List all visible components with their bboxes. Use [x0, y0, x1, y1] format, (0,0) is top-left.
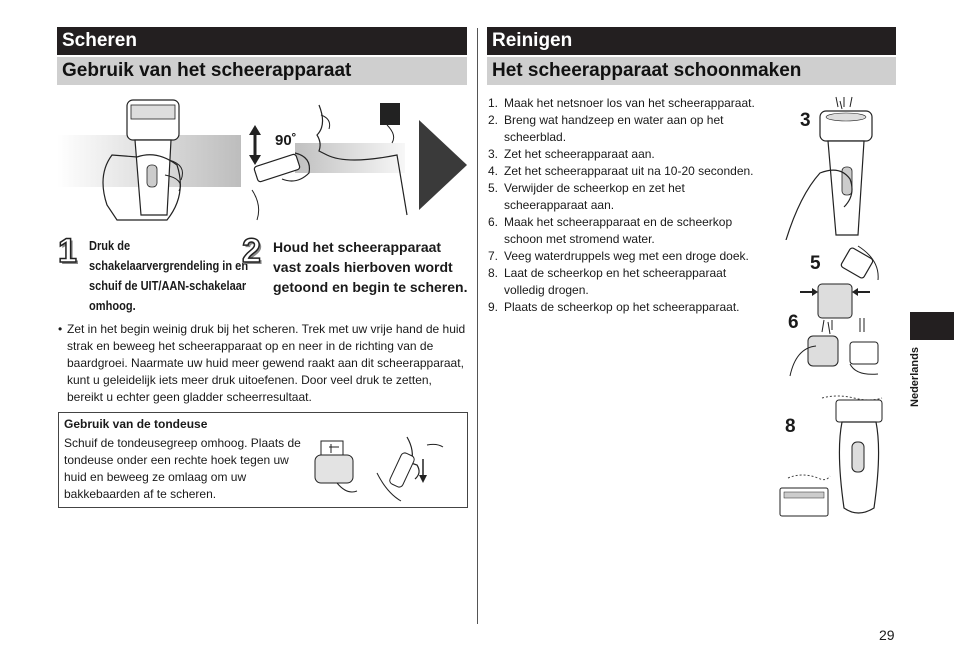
rinse-water-icon [790, 318, 878, 376]
section-title-reinigen: Reinigen [487, 27, 896, 55]
figure-3-illustration [780, 95, 890, 240]
shaver-soap-icon [786, 97, 872, 240]
trimmer-text: Schuif de tondeusegreep omhoog. Plaats de tondeuse onder een rechte hoek tegen uw huid en beweeg ze omlaag om uw bakkebaarden af te scheren. [64, 436, 301, 501]
trimmer-info-box [58, 412, 468, 508]
language-tab-label: Nederlands [909, 347, 921, 407]
list-item: 6. Maak het scheerapparaat en de scheerkop schoon met stromend water. [488, 215, 733, 246]
angle-label: 90˚ [275, 132, 297, 149]
figure-8-illustration [778, 392, 890, 522]
figure-label-5: 5 [810, 253, 821, 274]
figure-6-illustration [786, 318, 891, 380]
remove-head-icon [800, 246, 878, 318]
figure-label-3: 3 [800, 110, 811, 131]
list-item: 4. Zet het scheerapparaat uit na 10-20 seconden. [488, 164, 754, 178]
subsection-title-schoonmaken: Het scheerapparaat schoonmaken [487, 57, 896, 85]
list-item: 3. Zet het scheerapparaat aan. [488, 147, 655, 161]
list-item: 5. Verwijder de scheerkop en zet het scheerapparaat aan. [488, 181, 685, 212]
language-tab-label-wrapper [880, 347, 950, 407]
figure-5-illustration [800, 240, 885, 330]
step-2-text: Houd het scheerapparaat vast zoals hierboven wordt getoond en begin te scheren. [273, 239, 468, 295]
column-divider [477, 28, 478, 624]
page-number: 29 [879, 627, 895, 643]
list-item: 2. Breng wat handzeep en water aan op het scheerblad. [488, 113, 724, 144]
trimmer-title: Gebruik van de tondeuse [64, 417, 208, 431]
shaving-tip-text: Zet in het begin weinig druk bij het scheren. Trek met uw vrije hand de huid strak en beweeg het scheerapparaat op en neer in de richting van de baardgroei. Naarmate uw huid meer gewend raakt aan dit scheerapparaat, kunt u geleidelijk iets meer druk uitoefenen. Door veel druk te zetten, bereikt u echter geen gladder scheerresultaat. [67, 322, 466, 404]
language-tab-marker [910, 312, 954, 340]
figure-label-8: 8 [785, 416, 796, 437]
list-item: 8. Laat de scheerkop en het scheerapparaat volledig drogen. [488, 266, 727, 297]
step-number-2: 2 [242, 232, 261, 270]
dry-shaver-icon [780, 396, 882, 516]
shaving-illustration [57, 95, 469, 225]
cleaning-steps-list [488, 95, 768, 316]
bullet-marker: • [58, 322, 63, 336]
trimmer-illustration [307, 433, 467, 505]
next-arrow-icon [419, 120, 467, 210]
step-1-text: Druk de schakelaarvergrendeling in en schuif de UIT/AAN-schakelaar omhoog. [89, 238, 249, 313]
list-item: 9. Plaats de scheerkop op het scheerapparaat. [488, 300, 740, 314]
trimmer-icon [315, 441, 357, 492]
list-item: 1. Maak het netsnoer los van het scheerapparaat. [488, 96, 755, 110]
shaving-tip-paragraph [58, 321, 466, 406]
list-item: 7. Veeg waterdruppels weg met een droge doek. [488, 249, 749, 263]
subsection-title-gebruik: Gebruik van het scheerapparaat [57, 57, 467, 85]
angle-arrow-icon [249, 125, 261, 165]
face-trimming-icon [377, 437, 443, 501]
section-title-scheren: Scheren [57, 27, 467, 55]
figure-label-6: 6 [788, 312, 799, 333]
step-number-1: 1 [58, 232, 77, 270]
